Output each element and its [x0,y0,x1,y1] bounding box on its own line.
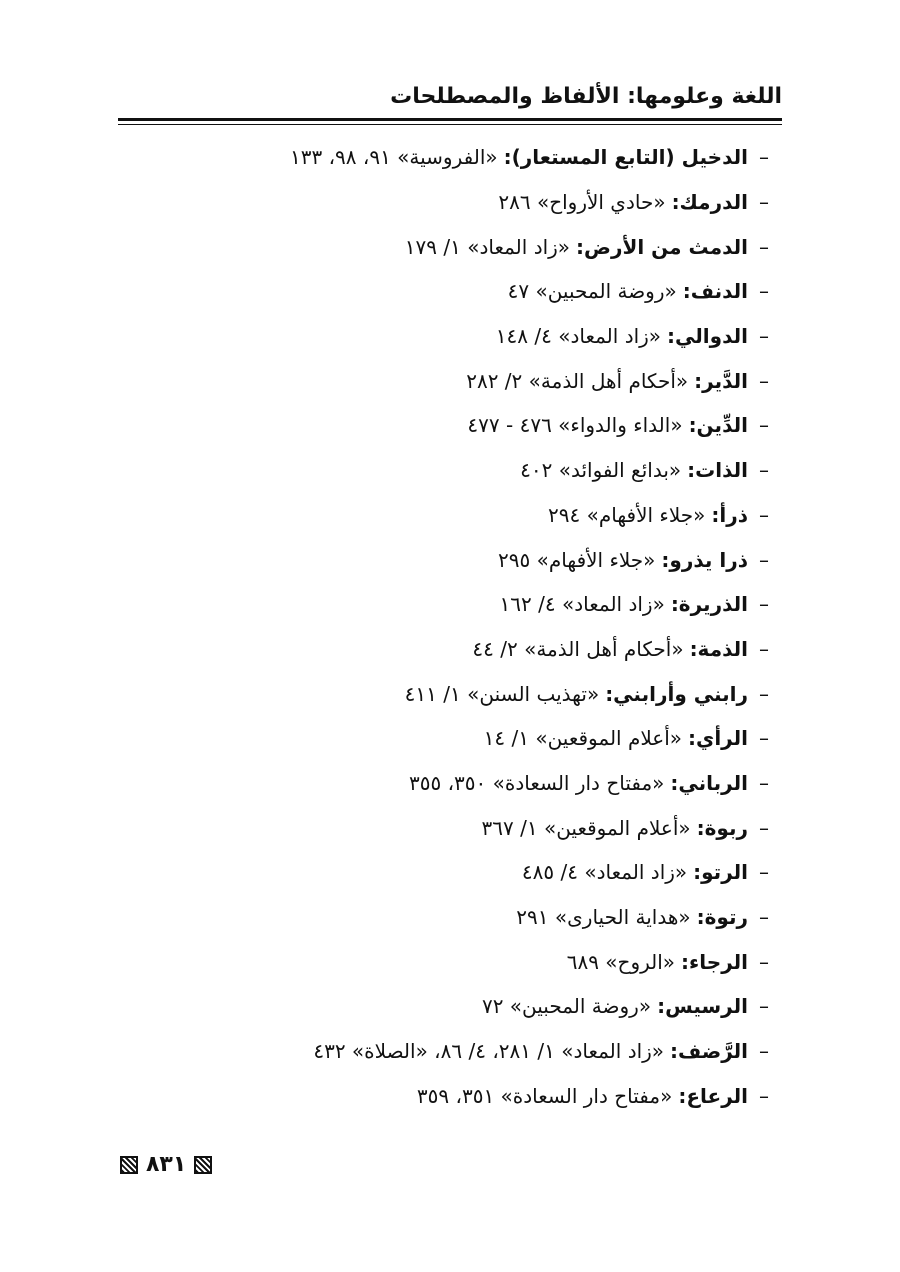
index-entry [120,537,780,582]
index-entry [120,448,780,493]
entry-term: الدَّير: [694,368,748,393]
entry-term: ذرا يذرو: [661,547,748,572]
entry-term: الرَّضف: [670,1039,748,1064]
entry-reference: «زاد المعاد» ٤/ ١٤٨ [495,324,662,349]
entry-dash: – [759,994,769,1019]
running-header: اللغة وعلومها: الألفاظ والمصطلحات [390,84,782,109]
index-entry [120,939,780,984]
entry-term: الرعاع: [678,1083,748,1108]
header-rule-thin [118,124,782,125]
page-footer [120,1152,212,1177]
entry-term: الرباني: [670,770,748,795]
entry-term: الرأي: [688,726,748,751]
entry-reference: «الفروسية» ٩١، ٩٨، ١٣٣ [289,145,498,170]
index-entry [120,180,780,225]
entry-reference: «مفتاح دار السعادة» ٣٥١، ٣٥٩ [416,1083,673,1108]
entry-dash: – [759,770,769,795]
entry-dash: – [759,279,769,304]
entry-dash: – [759,368,769,393]
entry-reference: «الروح» ٦٨٩ [566,949,676,974]
entry-reference: «زاد المعاد» ٤/ ١٦٢ [499,592,665,617]
ornament-icon [120,1156,138,1174]
entry-term: الدنف: [682,279,748,304]
entry-dash: – [759,726,769,751]
entry-dash: – [759,413,769,438]
entry-dash: – [759,190,769,215]
entry-dash: – [759,234,769,259]
entry-dash: – [759,324,769,349]
index-entry [120,627,780,672]
entry-term: الرسيس: [657,994,748,1019]
entry-reference: «أحكام أهل الذمة» ٢/ ٢٨٢ [466,368,689,393]
index-entry [120,269,780,314]
entry-dash: – [759,860,769,885]
index-entry [120,761,780,806]
entry-term: الرتو: [693,860,748,885]
index-entry [120,671,780,716]
index-entry [120,1073,780,1118]
index-entry [120,224,780,269]
index-entry [120,314,780,359]
entry-reference: «جلاء الأفهام» ٢٩٤ [548,502,706,527]
entry-term: الرجاء: [681,949,748,974]
index-entry [120,895,780,940]
entry-reference: «روضة المحبين» ٤٧ [507,279,677,304]
entry-reference: «بدائع الفوائد» ٤٠٢ [520,458,682,483]
entry-dash: – [759,949,769,974]
entry-dash: – [759,458,769,483]
index-entry [120,716,780,761]
entry-reference: «أحكام أهل الذمة» ٢/ ٤٤ [472,636,684,661]
index-entry [120,582,780,627]
entry-term: الذريرة: [670,592,748,617]
index-entry-list [120,135,780,1118]
entry-term: ربوة: [696,815,748,840]
entry-dash: – [759,815,769,840]
entry-term: الدمث من الأرض: [576,234,748,259]
entry-dash: – [759,1083,769,1108]
entry-term: رابني وأرابني: [605,681,748,706]
entry-dash: – [759,145,769,170]
page-number: ٨٣١ [146,1152,187,1177]
entry-term: الدِّين: [688,413,748,438]
entry-reference: «حادي الأرواح» ٢٨٦ [498,190,666,215]
entry-dash: – [759,592,769,617]
index-entry [120,358,780,403]
ornament-icon [194,1156,212,1174]
entry-reference: «مفتاح دار السعادة» ٣٥٠، ٣٥٥ [408,770,665,795]
entry-dash: – [759,636,769,661]
entry-dash: – [759,1039,769,1064]
entry-reference: «أعلام الموقعين» ١/ ١٤ [483,726,682,751]
entry-reference: «زاد المعاد» ١/ ١٧٩ [404,234,571,259]
entry-reference: «أعلام الموقعين» ١/ ٣٦٧ [481,815,691,840]
entry-term: ذرأ: [711,502,748,527]
index-entry [120,403,780,448]
entry-term: الدوالي: [667,324,748,349]
entry-dash: – [759,905,769,930]
index-entry [120,1029,780,1074]
entry-term: الدخيل (التابع المستعار): [503,145,748,170]
index-entry [120,135,780,180]
entry-reference: «روضة المحبين» ٧٢ [481,994,652,1019]
entry-reference: «الداء والدواء» ٤٧٦ - ٤٧٧ [467,413,683,438]
entry-term: الذمة: [689,636,748,661]
entry-term: الذات: [687,458,748,483]
entry-reference: «زاد المعاد» ١/ ٢٨١، ٤/ ٨٦، «الصلاة» ٤٣٢ [313,1039,665,1064]
entry-term: رتوة: [696,905,748,930]
entry-reference: «زاد المعاد» ٤/ ٤٨٥ [521,860,688,885]
header-rule-thick [118,118,782,121]
index-entry [120,805,780,850]
entry-dash: – [759,547,769,572]
entry-reference: «هداية الحيارى» ٢٩١ [516,905,691,930]
entry-term: الدرمك: [671,190,748,215]
index-entry [120,493,780,538]
entry-dash: – [759,681,769,706]
entry-reference: «جلاء الأفهام» ٢٩٥ [498,547,656,572]
index-entry [120,984,780,1029]
entry-reference: «تهذيب السنن» ١/ ٤١١ [404,681,600,706]
entry-dash: – [759,502,769,527]
index-entry [120,850,780,895]
